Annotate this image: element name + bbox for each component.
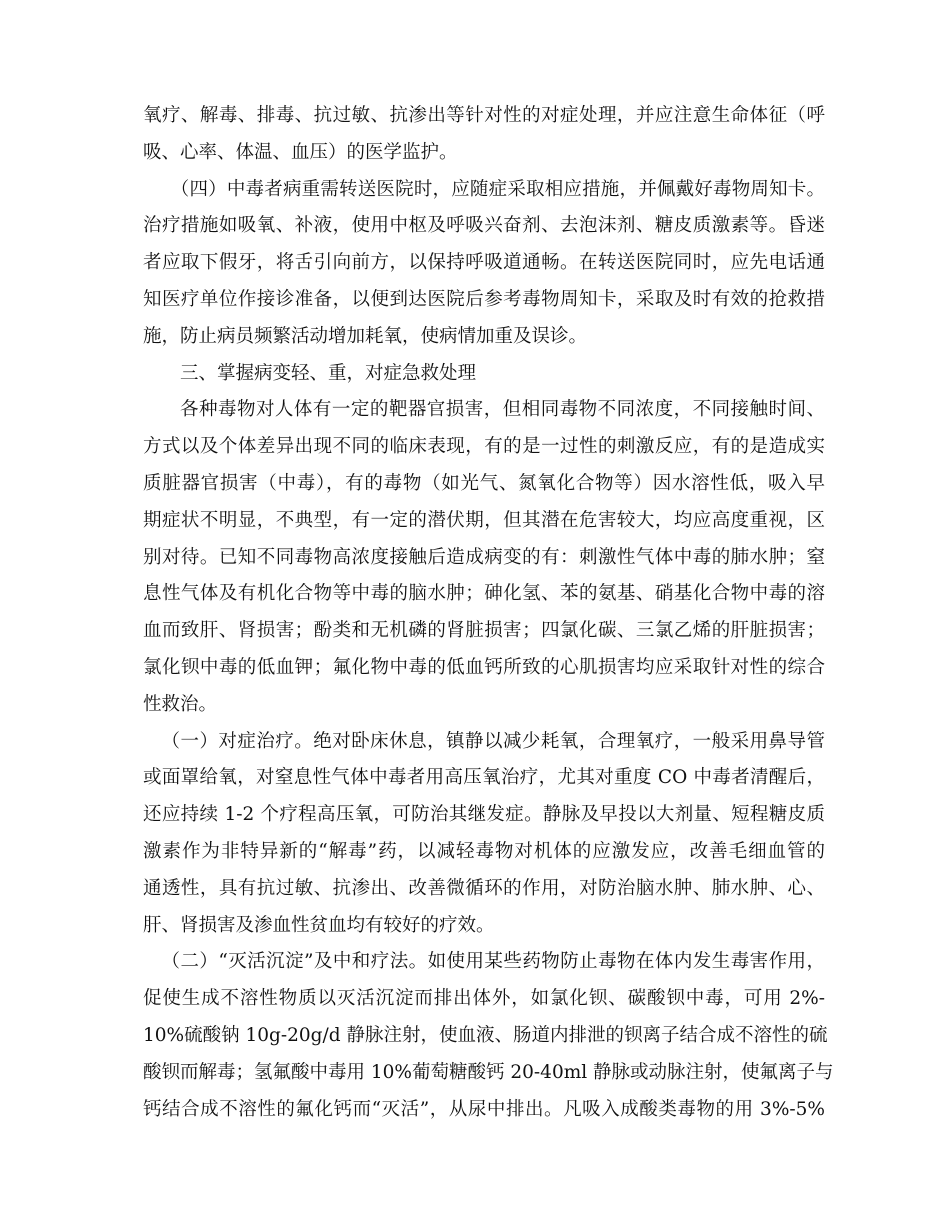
text-line: 酸钡而解毒；氢氟酸中毒用 10%葡萄糖酸钙 20-40ml 静脉或动脉注射，使氟离子与 <box>143 1061 834 1083</box>
text-line: 三、掌握病变轻、重，对症急救处理 <box>180 362 477 384</box>
text-line: 氧疗、解毒、排毒、抗过敏、抗渗出等针对性的对症处理，并应注意生命体征（呼 <box>143 105 825 126</box>
text-line: 期症状不明显，不典型，有一定的潜伏期，但其潜在危害较大，均应高度重视，区 <box>143 509 825 531</box>
text-line: 各种毒物对人体有一定的靶器官损害，但相同毒物不同浓度，不同接触时间、 <box>180 399 825 421</box>
text-line: 息性气体及有机化合物等中毒的脑水肿；砷化氢、苯的氨基、硝基化合物中毒的溶 <box>143 583 825 605</box>
text-line: 别对待。已知不同毒物高浓度接触后造成病变的有：刺激性气体中毒的肺水肿；窒 <box>143 546 825 568</box>
text-line: 还应持续 1-2 个疗程高压氧，可防治其继发症。静脉及早投以大剂量、短程糖皮质 <box>143 804 825 826</box>
text-line: 方式以及个体差异出现不同的临床表现，有的是一过性的刺激反应，有的是造成实 <box>143 436 825 458</box>
text-line: 性救治。 <box>143 693 218 715</box>
text-line: 促使生成不溶性物质以灭活沉淀而排出体外，如氯化钡、碳酸钡中毒，可用 2%- <box>143 988 825 1010</box>
text-line: 钙结合成不溶性的氟化钙而“灭活”，从尿中排出。凡吸入成酸类毒物的用 3%-5% <box>143 1098 825 1120</box>
text-line: （一）对症治疗。绝对卧床休息，镇静以减少耗氧，合理氧疗，一般采用鼻导管 <box>161 730 825 752</box>
text-line: 施，防止病员频繁活动增加耗氧，使病情加重及误诊。 <box>143 325 588 347</box>
text-line: 通透性，具有抗过敏、抗渗出、改善微循环的作用，对防治脑水肿、肺水肿、心、 <box>143 877 825 899</box>
text-line: 激素作为非特异新的“解毒”药，以减轻毒物对机体的应激发应，改善毛细血管的 <box>143 840 825 862</box>
text-line: 者应取下假牙，将舌引向前方，以保持呼吸道通畅。在转送医院同时，应先电话通 <box>143 252 825 274</box>
text-line: 肝、肾损害及渗血性贫血均有较好的疗效。 <box>143 914 495 936</box>
text-line: 吸、心率、体温、血压）的医学监护。 <box>143 141 458 163</box>
text-line: 知医疗单位作接诊准备，以便到达医院后参考毒物周知卡，采取及时有效的抢救措 <box>143 288 825 310</box>
text-line: 氯化钡中毒的低血钾；氟化物中毒的低血钙所致的心肌损害均应采取针对性的综合 <box>143 656 825 678</box>
text-line: （四）中毒者病重需转送医院时，应随症采取相应措施，并佩戴好毒物周知卡。 <box>170 178 825 200</box>
document-body <box>143 98 834 1128</box>
text-line: 血而致肝、肾损害；酚类和无机磷的肾脏损害；四氯化碳、三氯乙烯的肝脏损害； <box>143 620 825 642</box>
text-line: 治疗措施如吸氧、补液，使用中枢及呼吸兴奋剂、去泡沫剂、糖皮质激素等。昏迷 <box>143 215 825 237</box>
text-line: 10%硫酸钠 10g-20g/d 静脉注射，使血液、肠道内排泄的钡离子结合成不溶性的硫 <box>143 1024 828 1046</box>
text-line: 或面罩给氧，对窒息性气体中毒者用高压氧治疗，尤其对重度 CO 中毒者清醒后， <box>143 767 825 789</box>
text-line: 质脏器官损害（中毒），有的毒物（如光气、氮氧化合物等）因水溶性低，吸入早 <box>143 472 825 494</box>
text-line: （二）“灭活沉淀”及中和疗法。如使用某些药物防止毒物在体内发生毒害作用， <box>161 951 825 973</box>
